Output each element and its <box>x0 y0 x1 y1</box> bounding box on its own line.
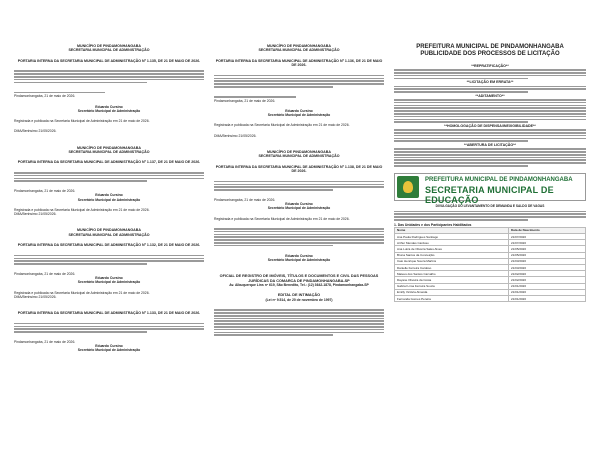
signer-name: Eduardo Cursino <box>285 253 313 258</box>
date-line: Pindamonhangaba, 21 de maio de 2026. <box>14 339 76 344</box>
banner-line-1: PREFEITURA MUNICIPAL DE PINDAMONHANGABA <box>425 176 573 183</box>
table-row <box>395 295 586 301</box>
signer-name: Eduardo Cursino <box>95 276 123 281</box>
cell-name: Arthur Mendes Cardoso <box>395 240 509 246</box>
filed-text: Registrada e publicada na Secretaria Municipal de Administração em 21 de maio de 2026. <box>214 216 350 221</box>
cell-date: 21/01/2020 <box>508 289 585 295</box>
ordinance-title: PORTARIA INTERNA DA SECRETARIA MUNICIPAL DE ADMINISTRAÇÃO Nº 1.137, DE 21 DE MAIO DE 2026. <box>17 160 201 165</box>
cell-name: Caio Henrique Souza Martins <box>395 258 509 264</box>
education-banner <box>394 173 586 205</box>
cell-name: Mateus dos Santos Carvalho <box>395 271 509 277</box>
column-right <box>394 44 586 302</box>
registry-address: Av. Albuquerque Lins nº 619, São Benedito, Tel.: (12) 3642-1878, Pindamonhangaba-SP <box>229 283 369 288</box>
cell-date: 21/05/2020 <box>508 246 585 252</box>
education-notice: DIVULGAÇÃO DO LEVANTAMENTO DE DEMANDA E SALDO DE VAGAS <box>435 203 545 208</box>
municipality-heading: MUNICÍPIO DE PINDAMONHANGABA <box>77 145 141 150</box>
section-aditamento: **ADITAMENTO** <box>475 93 505 98</box>
licitacao-title-2: PUBLICIDADE DOS PROCESSOS DE LICITAÇÃO <box>420 51 560 57</box>
dma-ref: DMA/Benhsimo 21/05/2026. <box>14 212 57 217</box>
section-repratificacao: **REPRATIFICAÇÃO** <box>471 64 509 68</box>
edital-title: EDITAL DE INTIMAÇÃO <box>277 293 321 298</box>
cell-date: 21/02/2020 <box>508 271 585 277</box>
date-line: Pindamonhangaba, 21 de maio de 2026. <box>14 189 76 194</box>
signer-name: Eduardo Cursino <box>285 202 313 207</box>
date-line: Pindamonhangaba, 21 de maio de 2026. <box>214 98 276 103</box>
ordinance-title: PORTARIA INTERNA DA SECRETARIA MUNICIPAL DE ADMINISTRAÇÃO Nº 1.136, DE 21 DE MAIO DE 2026. <box>215 58 383 68</box>
date-line: Pindamonhangaba, 21 de maio de 2026. <box>214 197 276 202</box>
filed-text: Registrada e publicada na Secretaria Municipal de Administração em 21 de maio de 2026. <box>14 207 150 212</box>
section-errata: **LICITAÇÃO EM ERRATA** <box>466 80 514 85</box>
edital-subtitle: (Lei nº 9.514, de 20 de novembro de 1997) <box>265 297 333 302</box>
cell-name: Danielle Ferreira Cardoso <box>395 264 509 270</box>
municipality-heading: MUNICÍPIO DE PINDAMONHANGABA <box>267 149 331 154</box>
signer-name: Eduardo Cursino <box>95 344 123 349</box>
signer-role: Secretário Municipal de Administração <box>77 348 141 353</box>
secretariat-heading: SECRETARIA MUNICIPAL DE ADMINISTRAÇÃO <box>68 48 150 53</box>
dma-ref: DMA/Benhsimo 21/05/2026. <box>214 133 257 138</box>
signer-name: Eduardo Cursino <box>95 104 123 109</box>
cell-date: 21/01/2020 <box>508 295 585 301</box>
cell-date: 21/02/2020 <box>508 277 585 283</box>
signer-role: Secretário Municipal de Administração <box>267 113 331 118</box>
header-name: Nome <box>395 227 509 233</box>
ordinance-title: PORTARIA INTERNA DA SECRETARIA MUNICIPAL DE ADMINISTRAÇÃO Nº 1.135, DE 21 DE MAIO DE 2026. <box>17 58 201 63</box>
cell-date: 21/05/2020 <box>508 252 585 258</box>
ordinance-title: PORTARIA INTERNA DA SECRETARIA MUNICIPAL DE ADMINISTRAÇÃO Nº 1.132, DE 21 DE MAIO DE 2026. <box>17 243 201 248</box>
secretariat-heading: SECRETARIA MUNICIPAL DE ADMINISTRAÇÃO <box>68 149 150 154</box>
date-line: Pindamonhangaba, 21 de maio de 2026. <box>14 94 76 99</box>
table-title: 1. Das Unidades e dos Participantes Habilitados <box>394 222 472 227</box>
column-middle <box>214 44 384 337</box>
participants-table <box>394 227 586 302</box>
dma-ref: DMA/Benhsimo 21/05/2026. <box>14 294 57 299</box>
date-line: Pindamonhangaba, 21 de maio de 2026. <box>14 271 76 276</box>
filed-text: Registrada e publicada na Secretaria Municipal de Administração em 21 de maio de 2026. <box>14 118 150 123</box>
cell-date: 21/03/2020 <box>508 264 585 270</box>
municipality-heading: MUNICÍPIO DE PINDAMONHANGABA <box>77 44 141 48</box>
municipality-heading: MUNICÍPIO DE PINDAMONHANGABA <box>77 228 141 233</box>
secretariat-heading: SECRETARIA MUNICIPAL DE ADMINISTRAÇÃO <box>258 154 340 159</box>
cell-date: 21/01/2020 <box>508 283 585 289</box>
ordinance-title: PORTARIA INTERNA DA SECRETARIA MUNICIPAL DE ADMINISTRAÇÃO Nº 1.133, DE 21 DE MAIO DE 2026. <box>17 311 201 316</box>
municipality-heading: MUNICÍPIO DE PINDAMONHANGABA <box>267 44 331 48</box>
section-homologacao: **HOMOLOGAÇÃO DE DISPENSA/INEXIGIBILIDADE** <box>444 124 536 129</box>
licitacao-title-1: PREFEITURA MUNICIPAL DE PINDAMONHANGABA <box>416 44 564 50</box>
signer-role: Secretário Municipal de Administração <box>77 197 141 202</box>
secretariat-heading: SECRETARIA MUNICIPAL DE ADMINISTRAÇÃO <box>258 48 340 53</box>
cell-name: Gabriel Lima Ferreira Souza <box>395 283 509 289</box>
registry-title: OFICIAL DE REGISTRO DE IMÓVEIS, TÍTULOS E DOCUMENTOS E CIVIL DAS PESSOAS JURÍDICAS DA COMARCA DE PINDAMONHANGABA-SP <box>219 273 379 283</box>
header-dob: Data de Nascimento <box>508 227 585 233</box>
banner-line-2: SECRETARIA MUNICIPAL DE EDUCAÇÃO <box>425 184 554 205</box>
signer-role: Secretário Municipal de Administração <box>77 108 141 113</box>
section-abertura: **ABERTURA DE LICITAÇÃO** <box>464 143 516 148</box>
cell-name: Fernanda Gomes Pereira <box>395 295 509 301</box>
signer-name: Eduardo Cursino <box>285 108 313 113</box>
signer-role: Secretário Municipal de Administração <box>267 206 331 211</box>
signer-role: Secretário Municipal de Administração <box>77 280 141 285</box>
signer-role: Secretário Municipal de Administração <box>267 257 331 262</box>
secretariat-heading: SECRETARIA MUNICIPAL DE ADMINISTRAÇÃO <box>68 232 150 237</box>
cell-date: 21/07/2020 <box>508 234 585 240</box>
cell-name: Dayane Oliveira da Costa <box>395 277 509 283</box>
filed-text: Registrada e publicada na Secretaria Municipal de Administração em 21 de maio de 2026. <box>14 290 150 295</box>
cell-name: Bruna Santos da Conceição <box>395 252 509 258</box>
cell-date: 21/03/2020 <box>508 258 585 264</box>
filed-text: Registrada e publicada na Secretaria Municipal de Administração em 21 de maio de 2026. <box>214 123 350 128</box>
cell-name: Ana Paula Rodrigues Santiago <box>395 234 509 240</box>
ordinance-title: PORTARIA INTERNA DA SECRETARIA MUNICIPAL DE ADMINISTRAÇÃO Nº 1.138, DE 21 DE MAIO DE 2026. <box>215 164 383 174</box>
city-crest-icon <box>397 176 419 198</box>
cell-name: Ana Luiza de Oliveira Sales Alves <box>395 246 509 252</box>
cell-name: Emilly Victória Almeida <box>395 289 509 295</box>
cell-date: 21/07/2020 <box>508 240 585 246</box>
dma-ref: DMA/Benhsimo 21/05/2026. <box>14 129 57 134</box>
column-left <box>14 44 204 353</box>
signer-name: Eduardo Cursino <box>95 193 123 198</box>
